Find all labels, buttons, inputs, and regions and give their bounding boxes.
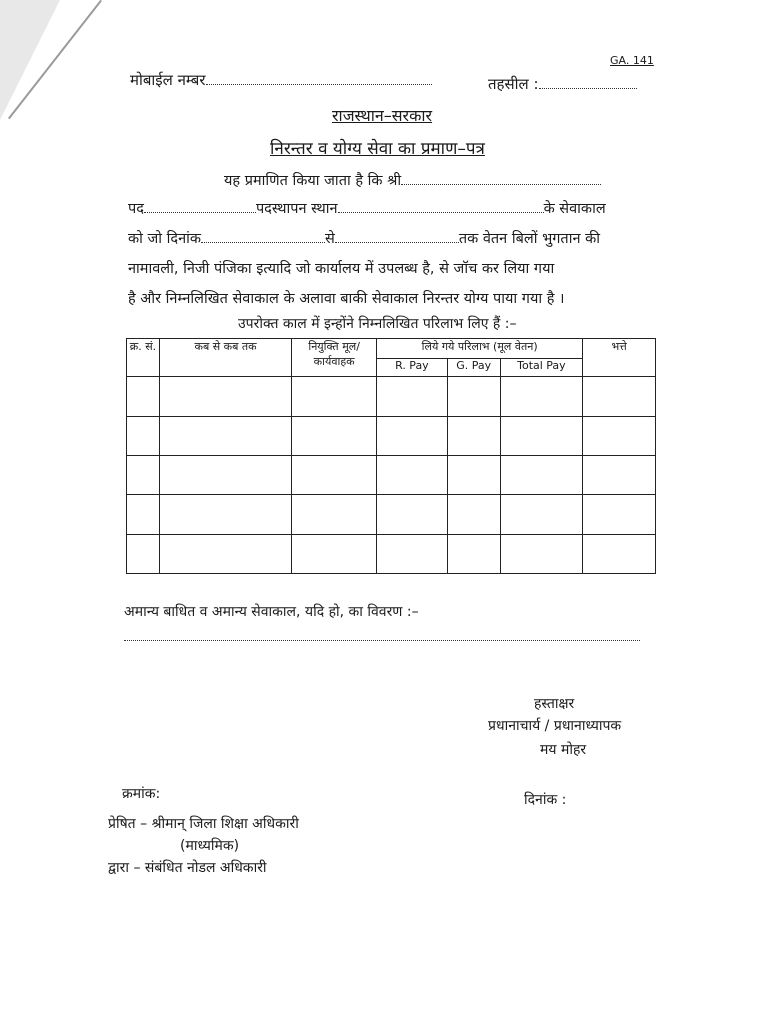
to-date-blank[interactable] [335,242,459,243]
header-gpay: G. Pay [447,359,500,377]
table-cell[interactable] [292,455,377,494]
table-cell[interactable] [583,455,656,494]
table-cell[interactable] [583,534,656,573]
date-label: दिनांक : [524,792,567,808]
body-line-6: उपरोक्त काल में इन्होंने निम्नलिखित परिलाभ लिए हैं :– [238,316,517,332]
table-cell[interactable] [447,495,500,534]
table-cell[interactable] [377,495,448,534]
table-cell[interactable] [159,377,291,416]
sent-to-sub: (माध्यमिक) [180,838,240,854]
from-date-blank[interactable] [201,242,325,243]
table-cell[interactable] [127,455,160,494]
table-cell[interactable] [447,377,500,416]
header-rpay: R. Pay [377,359,448,377]
table-cell[interactable] [127,416,160,455]
body-line-1-text: यह प्रमाणित किया जाता है कि श्री [224,173,402,189]
table-cell[interactable] [583,377,656,416]
body-line-4: नामावली, निजी पंजिका इत्यादि जो कार्यालय में उपलब्ध है, से जॉच कर लिया गया [128,261,555,277]
table-cell[interactable] [447,416,500,455]
header-benefits: लिये गये परिलाभ (मूल वेतन) [377,339,583,359]
table-cell[interactable] [377,416,448,455]
header-allowance: भत्ते [583,339,656,377]
mobile-label: मोबाईल नम्बर [130,71,206,89]
table-row [127,534,656,573]
table-cell[interactable] [159,534,291,573]
benefits-table [126,338,656,574]
seal-label: मय मोहर [540,742,587,758]
post-label: पद [128,201,144,217]
through-line: द्वारा – संबंधित नोडल अधिकारी [108,860,267,876]
table-cell[interactable] [583,495,656,534]
table-row [127,455,656,494]
table-cell[interactable] [377,455,448,494]
body-line-1 [224,170,601,190]
post-blank[interactable] [144,212,256,213]
table-row [127,416,656,455]
table-cell[interactable] [127,377,160,416]
table-cell[interactable] [292,495,377,534]
mobile-number-row [130,70,432,90]
header-sno: क्र. सं. [127,339,160,377]
table-cell[interactable] [159,495,291,534]
certificate-title: निरन्तर व योग्य सेवा का प्रमाण–पत्र [270,139,485,159]
table-cell[interactable] [159,416,291,455]
to-label: से [325,231,335,247]
table-cell[interactable] [500,534,583,573]
mobile-number-blank[interactable] [206,84,432,85]
sent-to-line: प्रेषित – श्रीमान् जिला शिक्षा अधिकारी [108,816,299,832]
table-cell[interactable] [377,534,448,573]
name-blank[interactable] [401,184,601,185]
table-cell[interactable] [583,416,656,455]
table-cell[interactable] [447,455,500,494]
table-cell[interactable] [127,534,160,573]
posting-label: पदस्थापन स्थान [255,201,338,217]
page-corner-fold [0,0,60,120]
tehsil-blank[interactable] [539,88,637,89]
posting-place-blank[interactable] [338,212,544,213]
table-cell[interactable] [500,416,583,455]
number-label: क्रमांक: [122,786,161,802]
table-cell[interactable] [159,455,291,494]
table-cell[interactable] [292,377,377,416]
signature-label: हस्ताक्षर [534,696,575,712]
details-label: अमान्य बाधित व अमान्य सेवाकाल, यदि हो, का विवरण :– [124,604,419,620]
body-line-5: है और निम्नलिखित सेवाकाल के अलावा बाकी सेवाकाल निरन्तर योग्य पाया गया है । [128,291,565,307]
tehsil-label: तहसील : [488,75,539,93]
table-cell[interactable] [127,495,160,534]
from-date-label: को जो दिनांक [128,231,202,247]
body-line-2 [128,198,606,218]
body-line-3 [128,228,600,248]
table-row [127,495,656,534]
header-total-pay: Total Pay [500,359,583,377]
body-line-3-end: तक वेतन बिलों भुगतान की [458,231,600,247]
table-cell[interactable] [292,416,377,455]
tehsil-row [488,74,637,94]
table-cell[interactable] [500,377,583,416]
table-cell[interactable] [292,534,377,573]
service-label: के सेवाकाल [543,201,606,217]
table-row [127,377,656,416]
form-code: GA. 141 [610,54,654,67]
table-cell[interactable] [500,455,583,494]
principal-label: प्रधानाचार्य / प्रधानाध्यापक [488,718,622,734]
header-period: कब से कब तक [159,339,291,377]
table-cell[interactable] [377,377,448,416]
table-cell[interactable] [500,495,583,534]
details-blank[interactable] [124,640,640,641]
header-appointment: नियुक्ति मूल/ कार्यवाहक [292,339,377,377]
table-cell[interactable] [447,534,500,573]
government-title: राजस्थान–सरकार [332,106,433,125]
